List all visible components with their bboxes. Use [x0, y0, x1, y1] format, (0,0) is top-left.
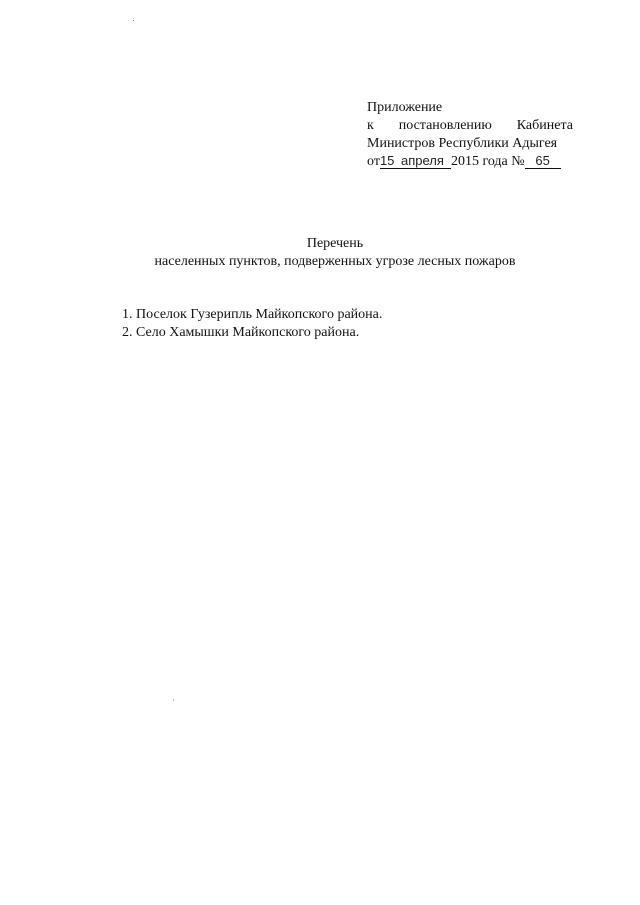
appendix-ministry: Министров Республики Адыгея	[367, 136, 558, 151]
document-heading	[100, 235, 570, 271]
date-year: 2015 года №	[450, 154, 525, 169]
date-day-handwritten: 15	[379, 153, 395, 168]
appendix-date-line	[367, 153, 573, 171]
appendix-resolution-line	[367, 117, 573, 135]
appendix-title: Приложение	[367, 100, 443, 115]
scan-speck	[173, 699, 174, 701]
document-number-handwritten: 65	[525, 154, 561, 169]
appendix-word: Кабинета	[516, 118, 573, 133]
date-prefix: от	[367, 154, 380, 169]
appendix-word: к	[367, 118, 374, 133]
list-item: 1. Поселок Гузерипль Майкопского района.	[122, 307, 383, 322]
list-item: 2. Село Хамышки Майкопского района.	[122, 325, 360, 340]
scan-speck	[133, 20, 134, 21]
settlement-list	[122, 306, 542, 342]
appendix-word: постановлению	[398, 118, 492, 133]
heading-title: Перечень	[306, 236, 364, 251]
date-month-handwritten: апреля	[394, 154, 451, 169]
heading-subtitle: населенных пунктов, подверженных угрозе лесных пожаров	[154, 254, 516, 269]
appendix-block	[367, 99, 573, 171]
